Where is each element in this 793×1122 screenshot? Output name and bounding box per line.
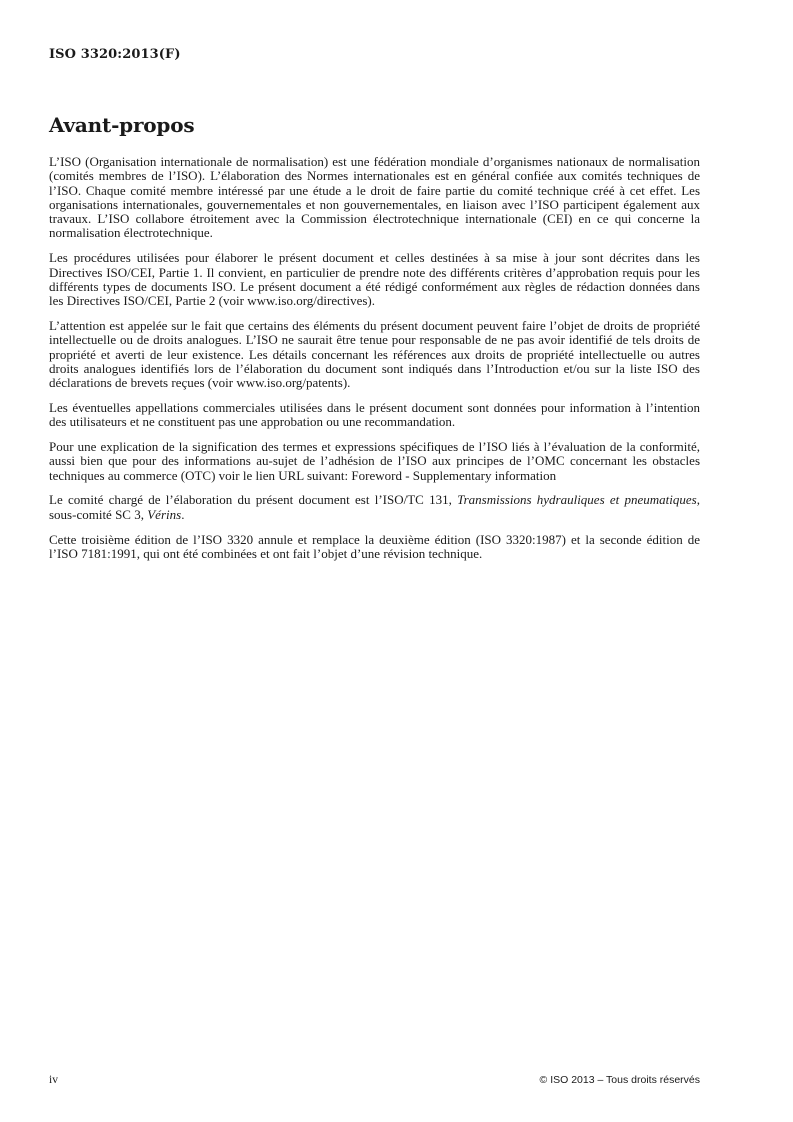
paragraph-edition: Cette troisième édition de l’ISO 3320 annule et remplace la deuxième édition (ISO 3320:1987) et la seconde édition de l’ISO 7181:1991, qui ont été combinées et ont fait l’objet d’une révision technique.: [49, 531, 700, 561]
committee-text-suffix: .: [181, 506, 185, 522]
page-title: Avant-propos: [49, 113, 195, 137]
foreword-body: [49, 155, 700, 572]
document-id: ISO 3320:2013(F): [49, 47, 181, 62]
committee-name: Transmissions hydrauliques et pneumatiques: [457, 492, 697, 508]
page-number: iv: [49, 1074, 58, 1086]
paragraph-trade-names: Les éventuelles appellations commerciales utilisées dans le présent document sont données pour information à l’intention des utilisateurs et ne constituent pas une approbation ou une recommandation.: [49, 399, 700, 430]
committee-text-middle: , sous-comité SC 3,: [49, 492, 700, 522]
subcommittee-name: Vérins: [147, 506, 182, 522]
paragraph-iso-organisation: L’ISO (Organisation internationale de normalisation) est une fédération mondiale d’organismes nationaux de normalisation (comités membres de l’ISO). L’élaboration des Normes internationales est en général confiée aux comités techniques de l’ISO. Chaque comité membre intéressé par une étude a le droit de faire partie du comité technique créé à cet effet. Les organisations internationales, gouvernementales et non gouvernementales, en liaison avec l’ISO participent également aux travaux. L’ISO collabore étroitement avec la Commission électrotechnique internationale (CEI) en ce qui concerne la normalisation électrotechnique.: [49, 154, 700, 241]
paragraph-procedures: Les procédures utilisées pour élaborer le présent document et celles destinées à sa mise à jour sont décrites dans les Directives ISO/CEI, Partie 1. Il convient, en particulier de prendre note des différents critères d’approbation requis pour les différents types de documents ISO. Le présent document a été rédigé conformément aux règles de rédaction données dans les Directives ISO/CEI, Partie 2 (voir www.iso.org/directives).: [49, 250, 700, 309]
paragraph-committee: [49, 493, 700, 522]
paragraph-patent-rights: L’attention est appelée sur le fait que certains des éléments du présent document peuvent faire l’objet de droits de propriété intellectuelle ou de droits analogues. L’ISO ne saurait être tenue pour responsable de ne pas avoir identifié de tels droits de propriété et averti de leur existence. Les détails concernant les références aux droits de propriété intellectuelle ou autres droits analogues identifiés lors de l’élaboration du document sont indiqués dans l’Introduction et/ou sur la liste ISO des déclarations de brevets reçues (voir www.iso.org/patents).: [49, 317, 700, 391]
paragraph-conformity: Pour une explication de la signification des termes et expressions spécifiques de l’ISO liés à l’évaluation de la conformité, aussi bien que pour des informations au-sujet de l’adhésion de l’ISO aux principes de l’OMC concernant les obstacles techniques au commerce (OTC) voir le lien URL suivant: Foreword - Supplementary information: [49, 439, 700, 483]
copyright-notice: © ISO 2013 – Tous droits réservés: [539, 1074, 700, 1086]
committee-text-prefix: Le comité chargé de l’élaboration du présent document est l’ISO/TC 131,: [49, 492, 458, 508]
